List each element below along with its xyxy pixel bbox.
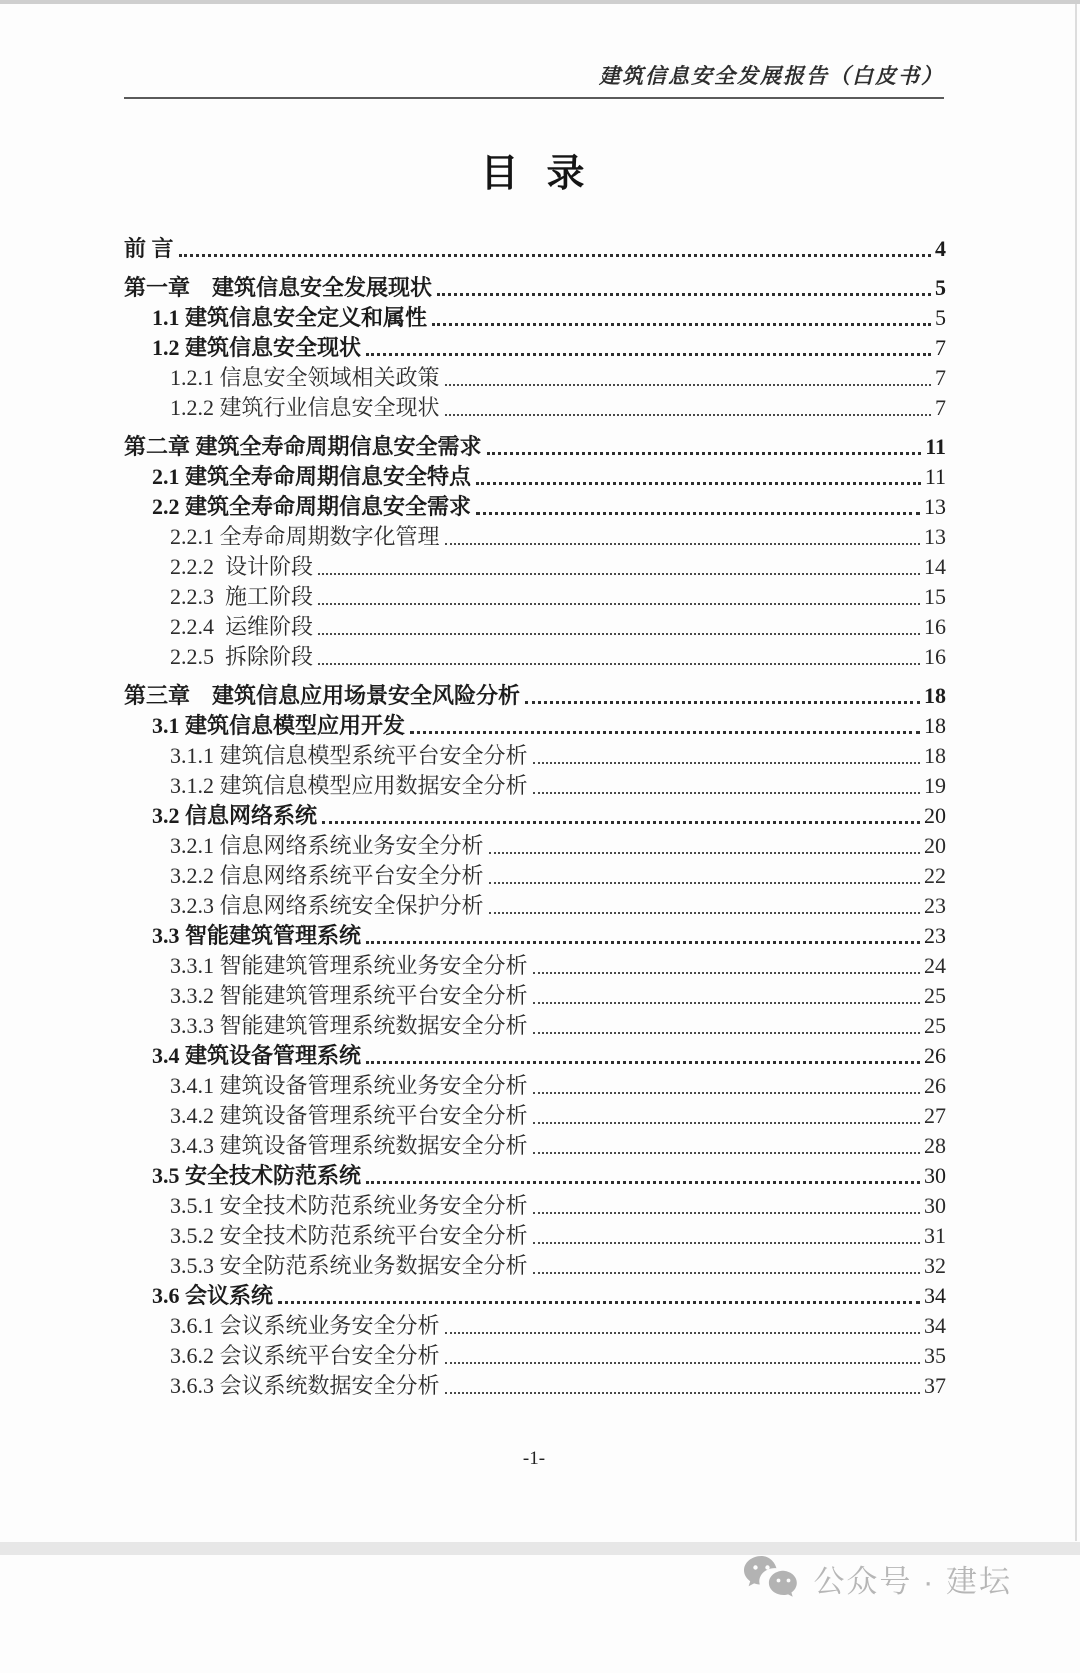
toc-entry[interactable] bbox=[124, 393, 946, 423]
toc-entry[interactable] bbox=[124, 1281, 946, 1311]
toc-entry[interactable] bbox=[124, 363, 946, 393]
toc-entry[interactable] bbox=[124, 1131, 946, 1161]
toc-entry-page: 31 bbox=[924, 1223, 946, 1248]
toc-entry[interactable] bbox=[124, 891, 946, 921]
toc-entry-label: 2.1 建筑全寿命周期信息安全特点 bbox=[152, 464, 472, 489]
toc-dot-leader bbox=[533, 1242, 920, 1244]
toc-entry-label: 3.4.2 建筑设备管理系统平台安全分析 bbox=[170, 1103, 528, 1128]
scan-edge-right bbox=[1075, 4, 1077, 1541]
toc-dot-leader bbox=[476, 512, 920, 515]
toc-dot-leader bbox=[489, 852, 920, 854]
toc-entry-page: 20 bbox=[924, 833, 946, 858]
toc-entry[interactable] bbox=[124, 711, 946, 741]
toc-entry-label: 2.2.4 运维阶段 bbox=[170, 614, 314, 639]
toc-entry-page: 7 bbox=[935, 365, 946, 390]
toc-entry-label: 3.2.2 信息网络系统平台安全分析 bbox=[170, 863, 484, 888]
toc-entry-page: 5 bbox=[935, 305, 946, 330]
toc-dot-leader bbox=[432, 323, 931, 326]
toc-entry-page: 27 bbox=[924, 1103, 946, 1128]
toc-entry[interactable] bbox=[124, 921, 946, 951]
toc-entry[interactable] bbox=[124, 681, 946, 711]
toc-entry[interactable] bbox=[124, 951, 946, 981]
toc-dot-leader bbox=[487, 452, 922, 455]
toc-dot-leader bbox=[366, 353, 931, 356]
toc-entry-page: 32 bbox=[924, 1253, 946, 1278]
toc-entry-label: 3.1.2 建筑信息模型应用数据安全分析 bbox=[170, 773, 528, 798]
toc-entry-page: 7 bbox=[935, 395, 946, 420]
toc-entry-label: 前 言 bbox=[124, 236, 174, 261]
toc-entry-label: 1.2.1 信息安全领域相关政策 bbox=[170, 365, 440, 390]
toc-dot-leader bbox=[533, 972, 920, 974]
running-header-title: 建筑信息安全发展报告（白皮书） bbox=[599, 64, 944, 88]
toc-entry-label: 3.4.3 建筑设备管理系统数据安全分析 bbox=[170, 1133, 528, 1158]
toc-dot-leader bbox=[366, 1061, 920, 1064]
toc-entry-page: 34 bbox=[924, 1283, 946, 1308]
toc-entry-label: 3.3.3 智能建筑管理系统数据安全分析 bbox=[170, 1013, 528, 1038]
toc-entry-page: 18 bbox=[924, 743, 946, 768]
toc-entry-label: 3.4.1 建筑设备管理系统业务安全分析 bbox=[170, 1073, 528, 1098]
watermark-text: 公众号 · 建坛 bbox=[813, 1563, 1012, 1599]
toc-dot-leader bbox=[278, 1301, 920, 1304]
toc-entry-page: 13 bbox=[924, 524, 946, 549]
scan-edge-top bbox=[0, 0, 1080, 4]
toc-entry-page: 11 bbox=[924, 464, 946, 489]
toc-entry-label: 3.3.1 智能建筑管理系统业务安全分析 bbox=[170, 953, 528, 978]
toc-entry-page: 15 bbox=[924, 584, 946, 609]
toc-entry-label: 3.6.1 会议系统业务安全分析 bbox=[170, 1313, 440, 1338]
toc-entry-page: 22 bbox=[924, 863, 946, 888]
toc-dot-leader bbox=[533, 1212, 920, 1214]
toc-entry[interactable] bbox=[124, 981, 946, 1011]
toc-dot-leader bbox=[322, 821, 920, 824]
toc-dot-leader bbox=[533, 792, 920, 794]
toc-entry-page: 30 bbox=[924, 1163, 946, 1188]
toc-entry-label: 2.2.5 拆除阶段 bbox=[170, 644, 314, 669]
watermark bbox=[743, 1483, 1012, 1673]
toc-entry-page: 24 bbox=[924, 953, 946, 978]
toc-entry-label: 3.5.3 安全防范系统业务数据安全分析 bbox=[170, 1253, 528, 1278]
toc-entry-page: 25 bbox=[924, 1013, 946, 1038]
toc-entry-page: 20 bbox=[924, 803, 946, 828]
header-rule bbox=[124, 97, 944, 99]
toc-entry-page: 23 bbox=[924, 893, 946, 918]
toc-dot-leader bbox=[445, 1362, 920, 1364]
toc-entry[interactable] bbox=[124, 1311, 946, 1341]
toc-dot-leader bbox=[445, 414, 931, 416]
toc-entry[interactable] bbox=[124, 1251, 946, 1281]
toc-dot-leader bbox=[410, 731, 920, 734]
toc-entry-label: 3.3 智能建筑管理系统 bbox=[152, 923, 362, 948]
toc-entry[interactable] bbox=[124, 1071, 946, 1101]
toc-dot-leader bbox=[533, 1152, 920, 1154]
toc-entry-label: 第三章 建筑信息应用场景安全风险分析 bbox=[124, 683, 521, 708]
toc-dot-leader bbox=[318, 663, 920, 665]
toc-entry-label: 1.1 建筑信息安全定义和属性 bbox=[152, 305, 428, 330]
toc-entry-page: 26 bbox=[924, 1043, 946, 1068]
toc-entry-label: 3.2.1 信息网络系统业务安全分析 bbox=[170, 833, 484, 858]
toc-entry[interactable] bbox=[124, 333, 946, 363]
toc-dot-leader bbox=[445, 1392, 920, 1394]
toc-dot-leader bbox=[318, 633, 920, 635]
toc-entry-label: 2.2.2 设计阶段 bbox=[170, 554, 314, 579]
toc-entry-page: 11 bbox=[925, 434, 946, 459]
toc-dot-leader bbox=[445, 1332, 920, 1334]
toc-entry-label: 1.2.2 建筑行业信息安全现状 bbox=[170, 395, 440, 420]
toc-entry-page: 37 bbox=[924, 1373, 946, 1398]
toc-entry-label: 3.6 会议系统 bbox=[152, 1283, 274, 1308]
toc-entry[interactable] bbox=[124, 1101, 946, 1131]
toc-entry-page: 16 bbox=[924, 644, 946, 669]
toc-entry-label: 2.2 建筑全寿命周期信息安全需求 bbox=[152, 494, 472, 519]
toc-entry-page: 30 bbox=[924, 1193, 946, 1218]
page-number: -1- bbox=[522, 1448, 546, 1469]
toc-dot-leader bbox=[533, 1092, 920, 1094]
toc-entry[interactable] bbox=[124, 801, 946, 831]
toc-dot-leader bbox=[318, 573, 920, 575]
toc-entry[interactable] bbox=[124, 522, 946, 552]
toc-entry-page: 16 bbox=[924, 614, 946, 639]
toc-entry[interactable] bbox=[124, 861, 946, 891]
toc-entry[interactable] bbox=[124, 1161, 946, 1191]
toc-entry[interactable] bbox=[124, 1011, 946, 1041]
toc-entry-label: 3.1.1 建筑信息模型系统平台安全分析 bbox=[170, 743, 528, 768]
toc-dot-leader bbox=[489, 912, 920, 914]
wechat-icon bbox=[743, 1483, 799, 1673]
toc-entry-label: 1.2 建筑信息安全现状 bbox=[152, 335, 362, 360]
toc-entry-label: 第一章 建筑信息安全发展现状 bbox=[124, 275, 433, 300]
toc-dot-leader bbox=[366, 1181, 920, 1184]
toc-entry-label: 3.6.3 会议系统数据安全分析 bbox=[170, 1373, 440, 1398]
toc-list bbox=[124, 234, 946, 1401]
toc-entry[interactable] bbox=[124, 462, 946, 492]
toc-dot-leader bbox=[533, 762, 920, 764]
toc-entry[interactable] bbox=[124, 1191, 946, 1221]
toc-entry-page: 13 bbox=[924, 494, 946, 519]
toc-entry[interactable] bbox=[124, 582, 946, 612]
toc-entry-page: 34 bbox=[924, 1313, 946, 1338]
toc-dot-leader bbox=[179, 254, 931, 257]
toc-entry-page: 35 bbox=[924, 1343, 946, 1368]
toc-entry[interactable] bbox=[124, 432, 946, 462]
toc-dot-leader bbox=[445, 384, 931, 386]
toc-entry[interactable] bbox=[124, 771, 946, 801]
toc-entry[interactable] bbox=[124, 1371, 946, 1401]
toc-entry[interactable] bbox=[124, 741, 946, 771]
toc-entry-label: 3.6.2 会议系统平台安全分析 bbox=[170, 1343, 440, 1368]
toc-entry-page: 4 bbox=[935, 236, 946, 261]
toc-entry-page: 23 bbox=[924, 923, 946, 948]
toc-entry[interactable] bbox=[124, 831, 946, 861]
toc-entry[interactable] bbox=[124, 1341, 946, 1371]
toc-dot-leader bbox=[533, 1122, 920, 1124]
toc-entry-page: 18 bbox=[924, 683, 946, 708]
toc-entry-label: 3.5.2 安全技术防范系统平台安全分析 bbox=[170, 1223, 528, 1248]
toc-entry-page: 25 bbox=[924, 983, 946, 1008]
toc-dot-leader bbox=[525, 701, 920, 704]
toc-entry[interactable] bbox=[124, 492, 946, 522]
toc-dot-leader bbox=[445, 543, 920, 545]
toc-entry[interactable] bbox=[124, 552, 946, 582]
toc-entry-page: 14 bbox=[924, 554, 946, 579]
toc-entry-page: 26 bbox=[924, 1073, 946, 1098]
toc-entry-label: 3.1 建筑信息模型应用开发 bbox=[152, 713, 406, 738]
toc-entry-label: 第二章 建筑全寿命周期信息安全需求 bbox=[124, 434, 482, 459]
toc-dot-leader bbox=[533, 1272, 920, 1274]
toc-entry-label: 3.5.1 安全技术防范系统业务安全分析 bbox=[170, 1193, 528, 1218]
toc-entry[interactable] bbox=[124, 303, 946, 333]
toc-entry[interactable] bbox=[124, 612, 946, 642]
toc-dot-leader bbox=[533, 1002, 920, 1004]
toc-entry-page: 5 bbox=[935, 275, 946, 300]
toc-dot-leader bbox=[476, 482, 921, 485]
toc-entry-page: 28 bbox=[924, 1133, 946, 1158]
toc-dot-leader bbox=[437, 293, 931, 296]
toc-entry-label: 3.2 信息网络系统 bbox=[152, 803, 318, 828]
toc-entry-page: 19 bbox=[924, 773, 946, 798]
toc-entry-page: 7 bbox=[935, 335, 946, 360]
toc-entry-page: 18 bbox=[924, 713, 946, 738]
toc-entry[interactable] bbox=[124, 1221, 946, 1251]
toc-dot-leader bbox=[489, 882, 920, 884]
page-title: 目 录 bbox=[480, 153, 588, 195]
toc-entry[interactable] bbox=[124, 642, 946, 672]
toc-dot-leader bbox=[318, 603, 920, 605]
toc-dot-leader bbox=[366, 941, 920, 944]
toc-entry-label: 3.5 安全技术防范系统 bbox=[152, 1163, 362, 1188]
toc-entry[interactable] bbox=[124, 273, 946, 303]
toc-entry-label: 3.2.3 信息网络系统安全保护分析 bbox=[170, 893, 484, 918]
toc-entry[interactable] bbox=[124, 234, 946, 264]
toc-entry-label: 2.2.1 全寿命周期数字化管理 bbox=[170, 524, 440, 549]
toc-entry-label: 3.3.2 智能建筑管理系统平台安全分析 bbox=[170, 983, 528, 1008]
toc-dot-leader bbox=[533, 1032, 920, 1034]
toc-entry-label: 3.4 建筑设备管理系统 bbox=[152, 1043, 362, 1068]
toc-entry[interactable] bbox=[124, 1041, 946, 1071]
toc-entry-label: 2.2.3 施工阶段 bbox=[170, 584, 314, 609]
